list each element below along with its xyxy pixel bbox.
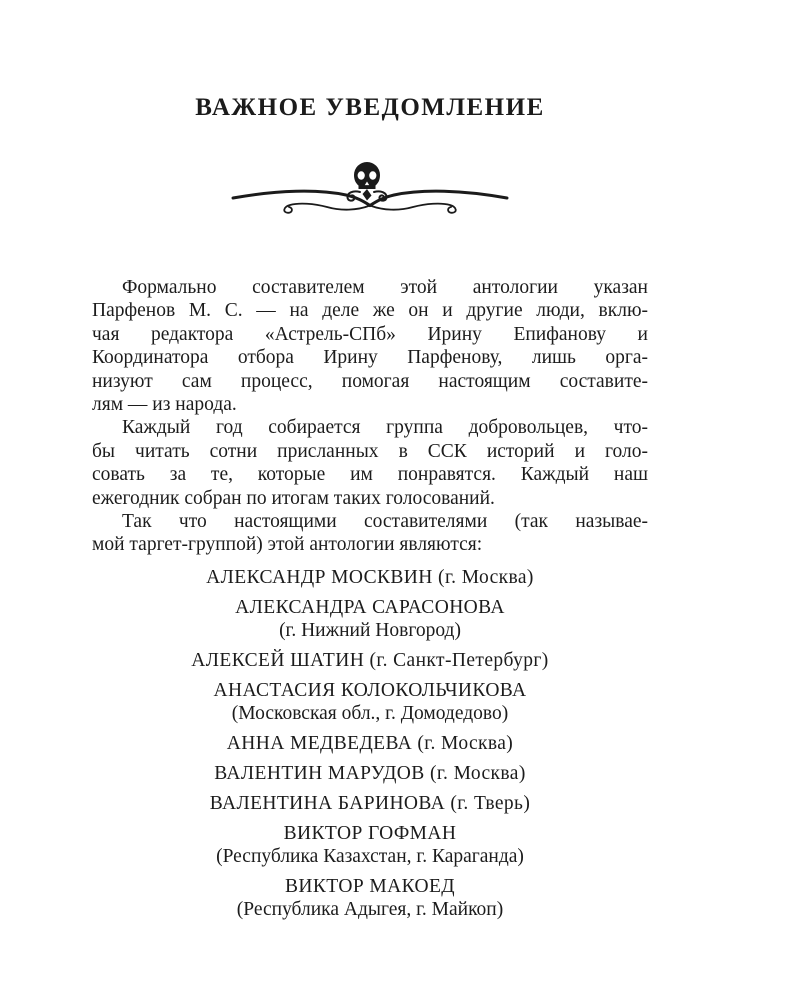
contributor-name: АНАСТАСИЯ КОЛОКОЛЬЧИКОВА (213, 679, 527, 701)
contributor-entry (92, 566, 648, 589)
contributor-name-location: АЛЕКСАНДР МОСКВИН (г. Москва) (206, 566, 534, 588)
contributor-location: (Московская обл., г. Домодедово) (231, 702, 509, 724)
paragraph-line: низуют сам процесс, помогая настоящим составите- (92, 370, 648, 392)
contributor-entry (92, 649, 648, 672)
contributor-entry (92, 732, 648, 755)
contributor-location: (Республика Адыгея, г. Майкоп) (236, 898, 504, 920)
contributor-name-location: АЛЕКСЕЙ ШАТИН (г. Санкт-Петербург) (191, 649, 549, 671)
contributor-entry (92, 679, 648, 725)
contributor-entry (92, 792, 648, 815)
paragraph-line: бы читать сотни присланных в ССК историй и голо- (92, 440, 648, 462)
contributors-list (92, 566, 648, 921)
contributor-location: (г. Нижний Новгород) (279, 619, 461, 641)
paragraph-line: Формально составителем этой антологии указан (122, 277, 648, 298)
contributor-name: АЛЕКСАНДРА САРАСОНОВА (235, 596, 505, 618)
contributor-location: (Республика Казахстан, г. Караганда) (216, 845, 524, 867)
paragraph (92, 276, 648, 416)
paragraph (92, 416, 648, 510)
contributor-name-location: ВАЛЕНТИН МАРУДОВ (г. Москва) (214, 762, 526, 784)
contributor-entry (92, 822, 648, 868)
contributor-name: ВИКТОР МАКОЕД (285, 875, 455, 897)
paragraph-line: Координатора отбора Ирину Парфенову, лишь орга- (92, 347, 648, 369)
paragraph (92, 510, 648, 557)
paragraph-line: Так что настоящими составителями (так называе- (122, 511, 648, 533)
paragraph-line: ежегодник собран по итогам таких голосований. (92, 487, 495, 509)
body-text (92, 276, 648, 557)
contributor-entry (92, 762, 648, 785)
contributor-name-location: ВАЛЕНТИНА БАРИНОВА (г. Тверь) (209, 792, 531, 814)
book-page (92, 0, 648, 921)
skull-flourish-divider-icon (230, 158, 510, 214)
page-title: ВАЖНОЕ УВЕДОМЛЕНИЕ (195, 94, 545, 121)
paragraph-line: совать за те, которые им понравятся. Каждый наш (92, 464, 648, 486)
paragraph-line: Парфенов М. С. — на деле же он и другие люди, вклю- (92, 300, 648, 322)
contributor-name: ВИКТОР ГОФМАН (283, 822, 457, 844)
contributor-name-location: АННА МЕДВЕДЕВА (г. Москва) (226, 732, 514, 754)
contributor-entry (92, 596, 648, 642)
paragraph-line: мой таргет-группой) этой антологии являются: (92, 534, 483, 556)
paragraph-line: Каждый год собирается группа добровольцев, что- (122, 417, 648, 439)
paragraph-line: лям — из народа. (92, 394, 237, 416)
paragraph-line: чая редактора «Астрель-СПб» Ирину Епифанову и (92, 323, 648, 345)
contributor-entry (92, 875, 648, 921)
